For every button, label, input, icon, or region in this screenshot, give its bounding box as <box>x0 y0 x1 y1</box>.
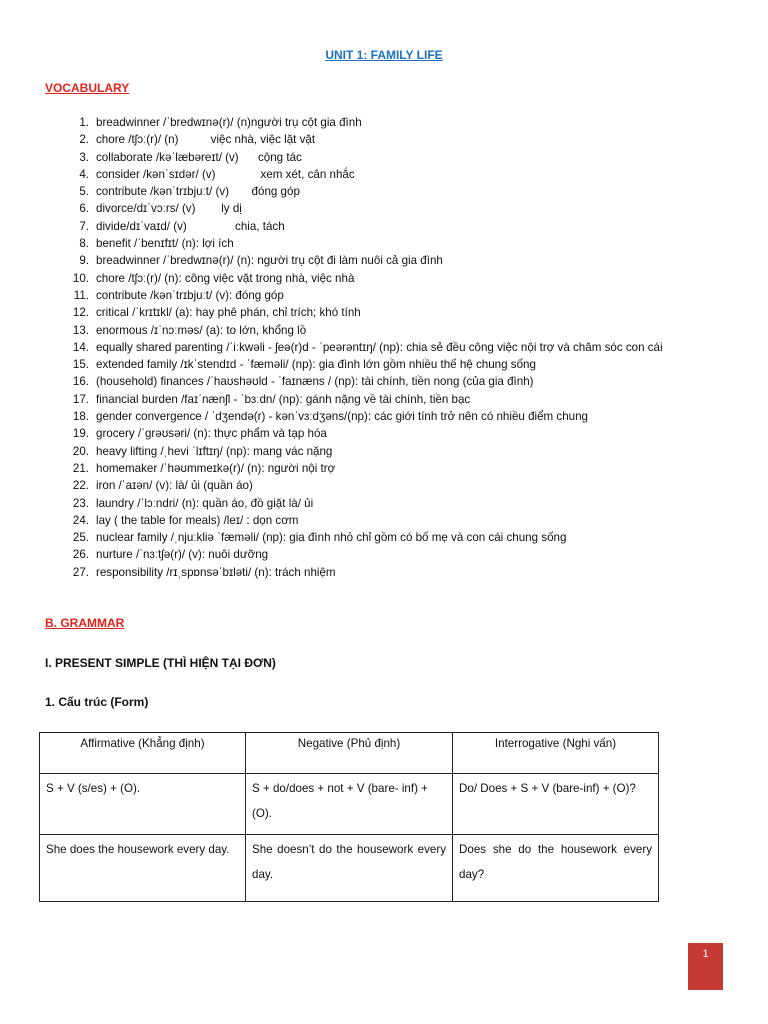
vocab-item-text: homemaker /ˈhəʊmmeɪkə(r)/ (n): người nội trợ <box>96 461 336 475</box>
vocab-item-text: contribute /kənˈtrɪbjuːt/ (v) đóng góp <box>96 185 300 199</box>
vocab-item-text: chore /tʃɔː(r)/ (n) việc nhà, việc lặt vặt <box>96 133 316 147</box>
example-interrogative: Does she do the housework every day? <box>453 835 659 902</box>
grammar-heading: B. GRAMMAR <box>45 616 125 630</box>
vocab-item <box>71 252 761 269</box>
vocab-item <box>71 477 761 494</box>
vocab-item-number: 19. <box>72 427 89 441</box>
vocab-item-text: heavy lifting /ˌhevi ˈlɪftɪŋ/ (np): mang vác nặng <box>96 444 333 458</box>
vocab-item-number: 23. <box>72 496 89 510</box>
form-affirmative: S + V (s/es) + (O). <box>40 774 246 835</box>
vocab-item-text: breadwinner /ˈbredwɪnə(r)/ (n): người trụ cột đi làm nuôi cả gia đình <box>96 254 443 268</box>
vocab-item-text: financial burden /faɪˈnænʃl - ˈbɜːdn/ (np): gánh nặng về tài chính, tiền bạc <box>96 392 471 406</box>
vocab-item-number: 27. <box>72 565 89 579</box>
vocab-item <box>71 460 761 477</box>
vocab-item-number: 13. <box>72 323 89 337</box>
vocab-item <box>71 114 761 131</box>
form-negative: S + do/does + not + V (bare- inf) + (O). <box>246 774 453 835</box>
vocab-item <box>71 512 761 529</box>
vocab-item-number: 20. <box>72 444 89 458</box>
vocab-item-number: 5. <box>79 185 89 199</box>
vocab-item-number: 22. <box>72 479 89 493</box>
example-negative: She doesn’t do the housework every day. <box>246 835 453 902</box>
vocab-item <box>71 304 761 321</box>
vocab-item-number: 7. <box>79 219 89 233</box>
vocab-item-number: 18. <box>72 410 89 424</box>
vocab-item-text: critical /ˈkrɪtɪkl/ (a): hay phê phán, chỉ trích; khó tính <box>96 306 361 320</box>
vocab-item <box>71 131 761 148</box>
vocab-item-text: extended family /ɪkˈstendɪd - ˈfæməli/ (np): gia đình lớn gồm nhiều thế hệ chung sống <box>96 358 536 372</box>
unit-title: UNIT 1: FAMILY LIFE <box>325 48 443 62</box>
grammar-table <box>39 732 659 902</box>
form-subtitle: 1. Cấu trúc (Form) <box>45 695 149 709</box>
example-affirmative: She does the housework every day. <box>40 835 246 902</box>
vocab-item-text: collaborate /kəˈlæbəreɪt/ (v) cộng tác <box>96 150 302 164</box>
vocab-item <box>71 425 761 442</box>
vocab-item <box>71 166 761 183</box>
vocab-item-text: laundry /ˈlɔːndri/ (n): quần áo, đồ giặt là/ ủi <box>96 496 314 510</box>
vocab-item <box>71 270 761 287</box>
section-title: I. PRESENT SIMPLE (THÌ HIỆN TẠI ĐƠN) <box>45 656 276 670</box>
form-interrogative: Do/ Does + S + V (bare-inf) + (O)? <box>453 774 659 835</box>
vocab-item <box>71 546 761 563</box>
vocab-item-number: 21. <box>72 461 89 475</box>
vocab-item-number: 15. <box>72 358 89 372</box>
vocab-item-number: 9. <box>79 254 89 268</box>
vocab-item-text: nuclear family /ˌnjuːkliə ˈfæməli/ (np): gia đình nhỏ chỉ gồm có bố mẹ và con cái chung sống <box>96 531 567 545</box>
vocab-item <box>71 564 761 581</box>
table-row-example <box>40 835 659 902</box>
vocab-item-text: lay ( the table for meals) /leɪ/ : dọn cơm <box>96 513 299 527</box>
vocab-item-text: chore /tʃɔː(r)/ (n): công việc vặt trong nhà, việc nhà <box>96 271 355 285</box>
vocabulary-heading: VOCABULARY <box>45 81 130 95</box>
vocab-item <box>71 391 761 408</box>
vocab-item-number: 3. <box>79 150 89 164</box>
vocab-item <box>71 373 761 390</box>
page-number-badge: 1 <box>688 943 723 990</box>
vocab-item-number: 16. <box>72 375 89 389</box>
vocab-item-number: 6. <box>79 202 89 216</box>
vocab-item <box>71 322 761 339</box>
vocab-item-number: 11. <box>73 288 89 302</box>
vocab-item <box>71 356 761 373</box>
table-header-row <box>40 733 659 774</box>
vocab-item-text: breadwinner /ˈbredwɪnə(r)/ (n)người trụ cột gia đình <box>96 116 362 129</box>
vocab-item-text: divorce/dɪˈvɔːrs/ (v) ly dị <box>96 202 242 216</box>
vocab-item-text: nurture /ˈnɜːtʃə(r)/ (v): nuôi dưỡng <box>96 548 269 562</box>
vocab-item <box>71 200 761 217</box>
vocab-item-text: iron /ˈaɪən/ (v): là/ ủi (quần áo) <box>96 479 253 493</box>
vocab-item-text: (household) finances /ˈhaʊshəʊld - ˈfaɪnæns / (np): tài chính, tiền nong (của gia đình) <box>96 375 534 389</box>
vocab-item-number: 17. <box>72 392 89 406</box>
vocab-item-number: 2. <box>79 133 89 147</box>
vocab-item-number: 4. <box>79 167 89 181</box>
vocab-item-number: 26. <box>72 548 89 562</box>
vocab-item-text: contribute /kənˈtrɪbjuːt/ (v): đóng góp <box>96 288 284 302</box>
vocab-item-number: 1. <box>79 116 89 129</box>
vocab-item <box>71 218 761 235</box>
table-row-form <box>40 774 659 835</box>
vocab-item-text: responsibility /rɪˌspɒnsəˈbɪləti/ (n): trách nhiệm <box>96 565 336 579</box>
header-affirmative: Affirmative (Khẳng định) <box>40 733 246 774</box>
vocab-item-number: 14. <box>72 340 89 354</box>
header-negative: Negative (Phủ định) <box>246 733 453 774</box>
vocab-item <box>71 408 761 425</box>
vocab-item-number: 10. <box>72 271 89 285</box>
vocab-item-number: 8. <box>79 237 89 251</box>
vocab-item <box>71 183 761 200</box>
vocab-item-text: divide/dɪˈvaɪd/ (v) chia, tách <box>96 219 285 233</box>
vocab-item <box>71 149 761 166</box>
vocab-item <box>71 529 761 546</box>
vocab-item <box>71 339 761 356</box>
vocabulary-list <box>71 114 761 581</box>
vocab-item-text: benefit /ˈbenɪfɪt/ (n): lợi ích <box>96 237 234 251</box>
vocab-item-text: equally shared parenting /ˈiːkwəli - ʃeə(r)d - ˈpeərəntɪŋ/ (np): chia sẻ đều công việc nội trợ và chăm sóc con cái <box>96 340 663 354</box>
vocab-item-text: gender convergence / ˈdʒendə(r) - kənˈvɜːdʒəns/(np): các giới tính trở nên có nhiều điểm chung <box>96 410 589 424</box>
vocab-item <box>71 287 761 304</box>
vocab-item-text: enormous /ɪˈnɔːməs/ (a): to lớn, khổng lồ <box>96 323 307 337</box>
vocab-item <box>71 235 761 252</box>
vocab-item <box>71 443 761 460</box>
vocab-item-text: grocery /ˈɡrəʊsəri/ (n): thực phẩm và tạp hóa <box>96 427 327 441</box>
header-interrogative: Interrogative (Nghi vấn) <box>453 733 659 774</box>
vocab-item-number: 24. <box>72 513 89 527</box>
vocab-item-number: 12. <box>72 306 89 320</box>
vocab-item-text: consider /kənˈsɪdər/ (v) xem xét, cân nhắc <box>96 167 355 181</box>
vocab-item-number: 25. <box>72 531 89 545</box>
vocab-item <box>71 495 761 512</box>
